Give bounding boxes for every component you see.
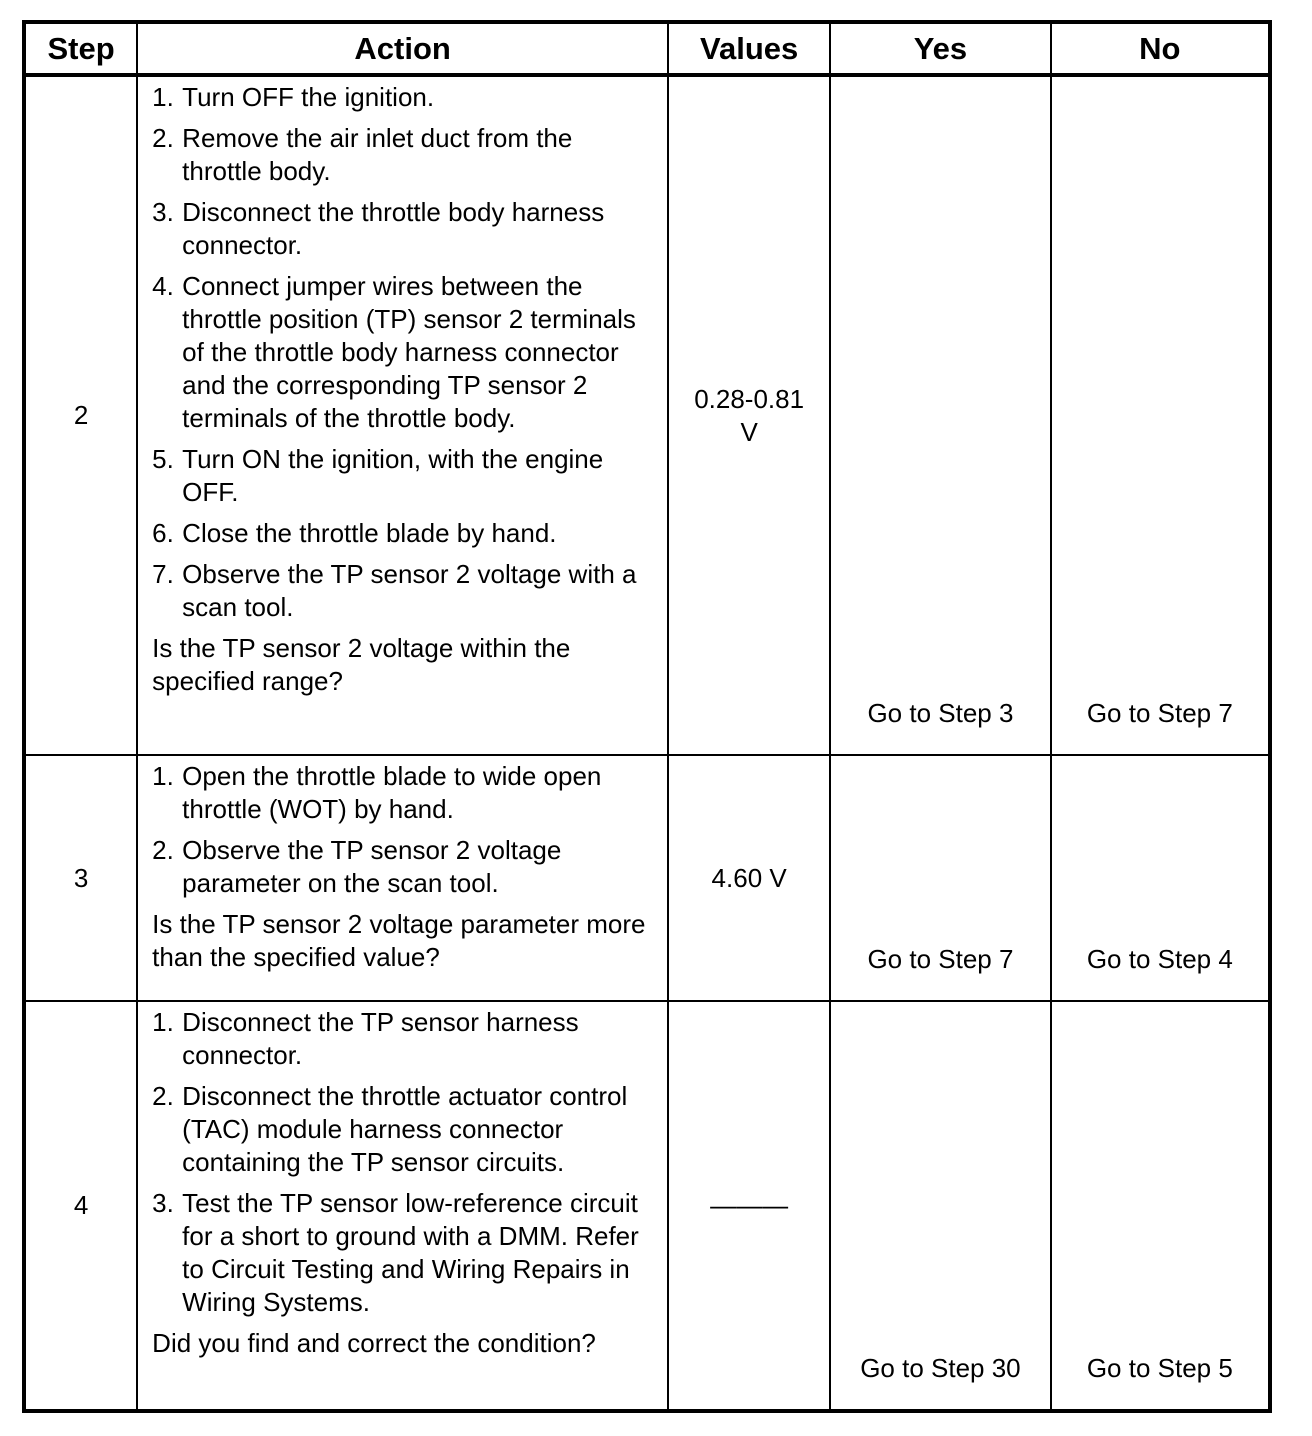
yes-cell: Go to Step 7 <box>830 755 1050 1001</box>
header-step: Step <box>24 22 137 75</box>
action-item: 3. Disconnect the throttle body harness connector. <box>152 197 605 260</box>
spec-value: 4.60 V <box>711 862 787 893</box>
action-item: 4. Connect jumper wires between the throttle position (TP) sensor 2 terminals of the throttle body harness connector and the corresponding TP sensor 2 terminals of the throttle body. <box>152 271 636 433</box>
action-item: 1. Disconnect the TP sensor harness connector. <box>152 1007 579 1070</box>
diagnostic-table <box>22 20 1272 1413</box>
action-item: 3. Test the TP sensor low-reference circuit for a short to ground with a DMM. Refer to Circuit Testing and Wiring Repairs in Wiring Systems. <box>152 1188 639 1317</box>
action-question: Is the TP sensor 2 voltage parameter more than the specified value? <box>152 909 646 972</box>
action-item: 1. Turn OFF the ignition. <box>152 82 435 112</box>
table-row-step-4 <box>24 1001 1270 1411</box>
header-action: Action <box>137 22 668 75</box>
action-question: Did you find and correct the condition? <box>152 1328 596 1358</box>
action-item: 2. Remove the air inlet duct from the throttle body. <box>152 123 573 186</box>
action-item: 5. Turn ON the ignition, with the engine OFF. <box>152 444 604 507</box>
header-values: Values <box>668 22 830 75</box>
spec-value: ——— <box>710 1190 789 1220</box>
no-cell: Go to Step 4 <box>1051 755 1270 1001</box>
action-cell <box>137 75 668 755</box>
value-cell <box>668 75 830 755</box>
header-no: No <box>1051 22 1270 75</box>
action-item: 2. Disconnect the throttle actuator control (TAC) module harness connector containing the TP sensor circuits. <box>152 1081 628 1177</box>
table-row-step-2 <box>24 75 1270 755</box>
action-item: 2. Observe the TP sensor 2 voltage parameter on the scan tool. <box>152 835 562 898</box>
action-cell <box>137 755 668 1001</box>
action-list <box>152 1006 657 1319</box>
yes-cell: Go to Step 30 <box>830 1001 1050 1411</box>
header-yes: Yes <box>830 22 1050 75</box>
table-row-step-3 <box>24 755 1270 1001</box>
action-item: 1. Open the throttle blade to wide open throttle (WOT) by hand. <box>152 761 602 824</box>
action-item: 7. Observe the TP sensor 2 voltage with a scan tool. <box>152 559 637 622</box>
action-list <box>152 81 657 624</box>
action-item: 6. Close the throttle blade by hand. <box>152 518 557 548</box>
spec-value: 0.28-0.81 V <box>694 383 805 447</box>
header-row <box>24 22 1270 75</box>
step-number: 3 <box>24 755 137 1001</box>
yes-cell: Go to Step 3 <box>830 75 1050 755</box>
step-number: 4 <box>24 1001 137 1411</box>
action-question: Is the TP sensor 2 voltage within the specified range? <box>152 633 571 696</box>
action-cell <box>137 1001 668 1411</box>
step-number: 2 <box>24 75 137 755</box>
no-cell: Go to Step 5 <box>1051 1001 1270 1411</box>
no-cell: Go to Step 7 <box>1051 75 1270 755</box>
value-cell <box>668 755 830 1001</box>
action-list <box>152 760 657 900</box>
value-cell <box>668 1001 830 1411</box>
